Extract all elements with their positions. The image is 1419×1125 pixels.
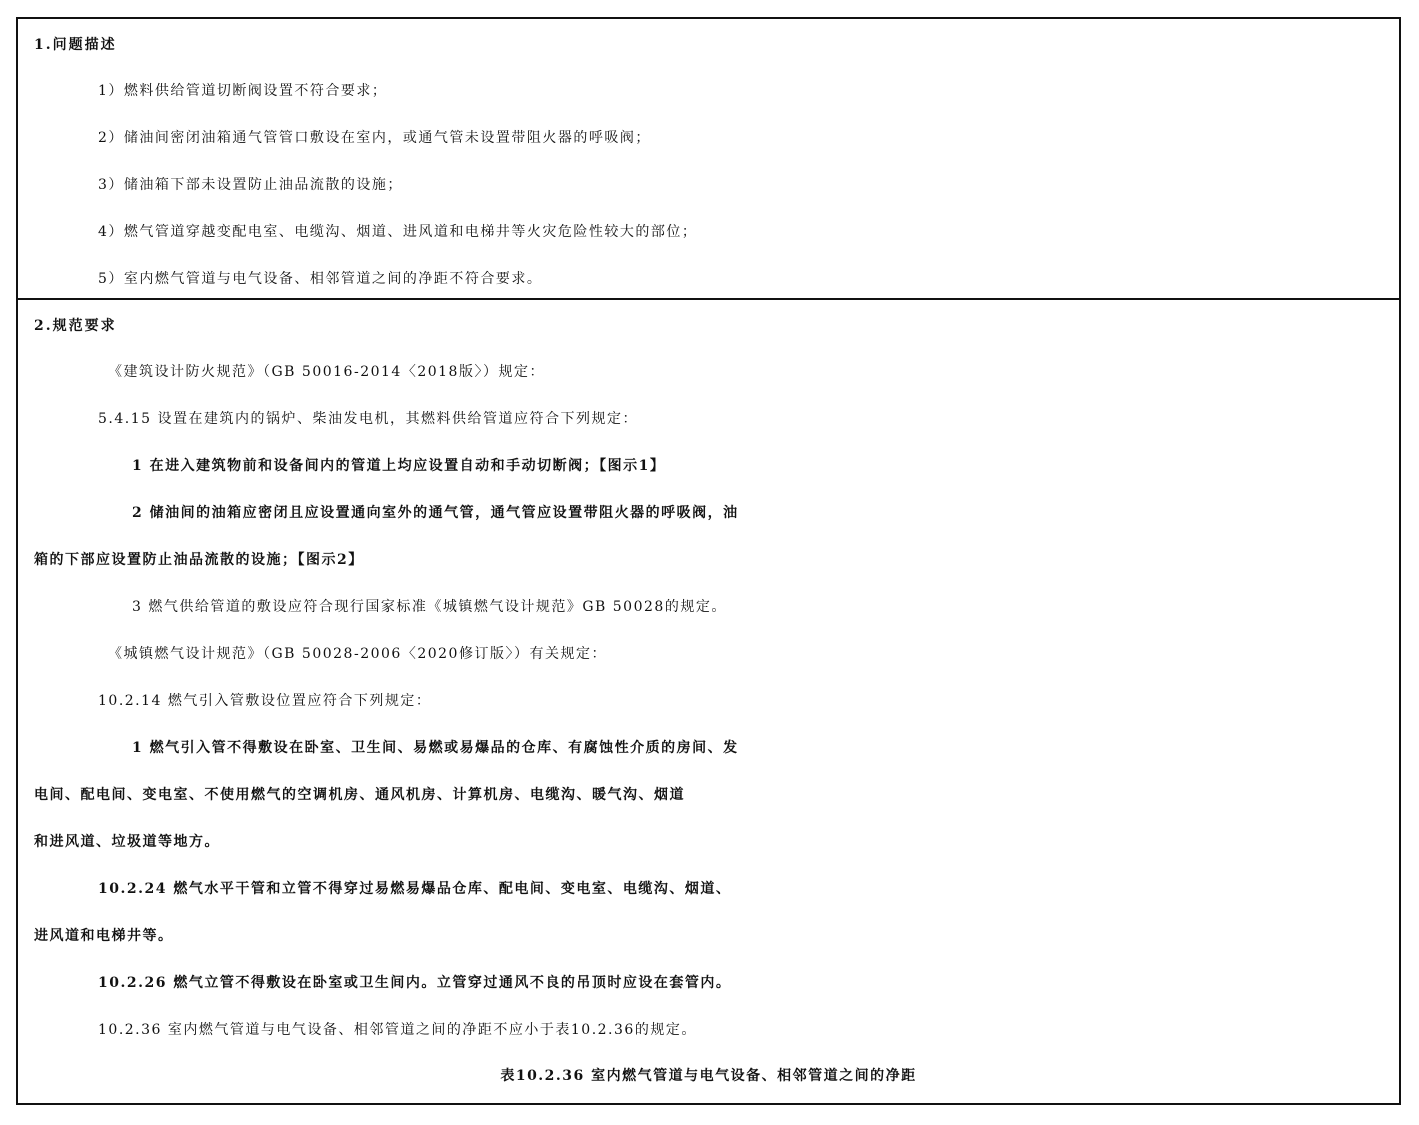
problem-item-4: 4）燃气管道穿越变配电室、电缆沟、烟道、进风道和电梯井等火灾危险性较大的部位； — [98, 224, 698, 240]
clause-5-4-15-item-1: 1 在进入建筑物前和设备间内的管道上均应设置自动和手动切断阀；【图示1】 — [132, 458, 666, 474]
clause-10-2-24-line-1: 10.2.24 燃气水平干管和立管不得穿过易燃易爆品仓库、配电间、变电室、电缆沟、烟道、 — [98, 881, 732, 897]
clause-10-2-26: 10.2.26 燃气立管不得敷设在卧室或卫生间内。立管穿过通风不良的吊顶时应设在套管内。 — [98, 975, 732, 991]
clause-10-2-14-item-1-line-1: 1 燃气引入管不得敷设在卧室、卫生间、易燃或易爆品的仓库、有腐蚀性介质的房间、发 — [132, 740, 739, 756]
code-requirements-section — [18, 300, 1399, 1103]
section-title-problem: 1.问题描述 — [34, 37, 117, 53]
regulation-table — [16, 17, 1401, 1105]
clause-5-4-15: 5.4.15 设置在建筑内的锅炉、柴油发电机，其燃料供给管道应符合下列规定： — [98, 411, 638, 427]
clause-10-2-14-item-1-line-3: 和进风道、垃圾道等地方。 — [34, 834, 220, 850]
code2-intro: 《城镇燃气设计规范》（GB 50028-2006〈2020修订版〉）有关规定： — [108, 646, 607, 662]
clause-5-4-15-item-2-line-1: 2 储油间的油箱应密闭且应设置通向室外的通气管，通气管应设置带阻火器的呼吸阀，油 — [132, 505, 739, 521]
clause-10-2-24-line-2: 进风道和电梯井等。 — [34, 928, 174, 944]
problem-item-3: 3）储油箱下部未设置防止油品流散的设施； — [98, 177, 403, 193]
problem-item-2: 2）储油间密闭油箱通气管管口敷设在室内，或通气管未设置带阻火器的呼吸阀； — [98, 130, 651, 146]
section-title-requirements: 2.规范要求 — [34, 318, 117, 334]
clause-5-4-15-item-2-line-2: 箱的下部应设置防止油品流散的设施；【图示2】 — [34, 552, 364, 568]
clause-10-2-36: 10.2.36 室内燃气管道与电气设备、相邻管道之间的净距不应小于表10.2.36的规定。 — [98, 1022, 697, 1038]
clause-10-2-14-item-1-line-2: 电间、配电间、变电室、不使用燃气的空调机房、通风机房、计算机房、电缆沟、暖气沟、烟道 — [34, 787, 685, 803]
problem-description-section — [18, 19, 1399, 300]
problem-item-1: 1）燃料供给管道切断阀设置不符合要求； — [98, 83, 388, 99]
clause-10-2-14: 10.2.14 燃气引入管敷设位置应符合下列规定： — [98, 693, 432, 709]
clause-5-4-15-item-3: 3 燃气供给管道的敷设应符合现行国家标准《城镇燃气设计规范》GB 50028的规定。 — [132, 599, 727, 615]
problem-item-5: 5）室内燃气管道与电气设备、相邻管道之间的净距不符合要求。 — [98, 271, 543, 287]
table-caption: 表10.2.36 室内燃气管道与电气设备、相邻管道之间的净距 — [500, 1068, 917, 1084]
code1-intro: 《建筑设计防火规范》（GB 50016-2014〈2018版〉）规定： — [108, 364, 545, 380]
